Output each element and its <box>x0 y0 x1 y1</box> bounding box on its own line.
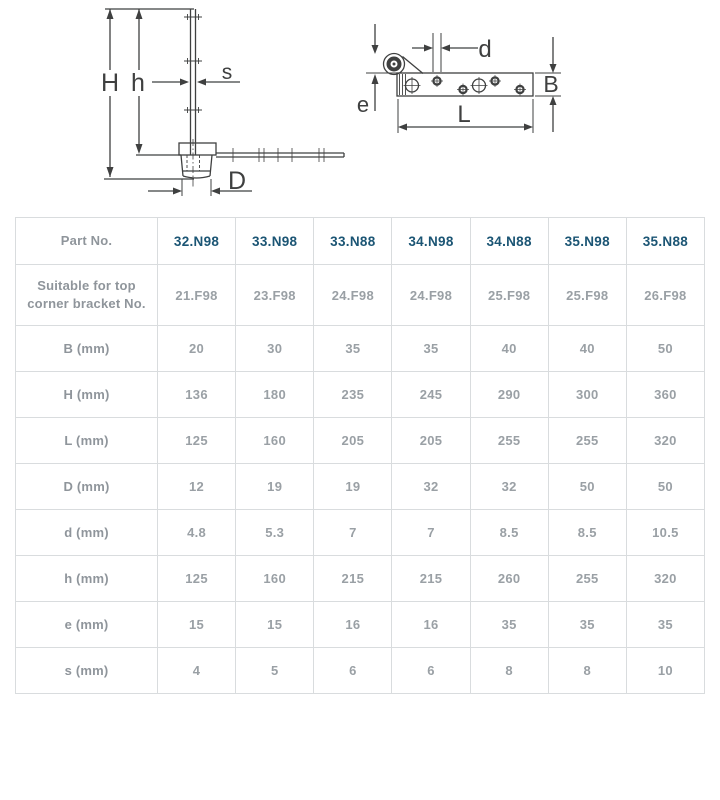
spec-value: 320 <box>626 418 704 464</box>
spec-value: 360 <box>626 372 704 418</box>
part-no-label: Part No. <box>16 218 158 265</box>
strap-holes <box>404 75 527 96</box>
spec-value: 15 <box>236 602 314 648</box>
pin-shaft <box>191 9 196 143</box>
spec-value: 136 <box>158 372 236 418</box>
hole-large <box>404 77 421 94</box>
hole-small <box>431 75 443 87</box>
row-label: e (mm) <box>16 602 158 648</box>
dim-label-H: H <box>100 69 120 97</box>
table-row-s <box>16 648 705 694</box>
table-row-e <box>16 602 705 648</box>
spec-value: 255 <box>548 556 626 602</box>
spec-value: 21.F98 <box>158 265 236 326</box>
spec-value: 320 <box>626 556 704 602</box>
spec-value: 4.8 <box>158 510 236 556</box>
spec-value: 50 <box>548 464 626 510</box>
dim-d <box>412 33 478 72</box>
spec-value: 6 <box>392 648 470 694</box>
table-row-L <box>16 418 705 464</box>
spec-value: 260 <box>470 556 548 602</box>
spec-value: 205 <box>392 418 470 464</box>
spec-value: 215 <box>314 556 392 602</box>
dim-label-h: h <box>131 69 145 97</box>
spec-value: 10 <box>626 648 704 694</box>
row-label: D (mm) <box>16 464 158 510</box>
spec-value: 180 <box>236 372 314 418</box>
spec-value: 4 <box>158 648 236 694</box>
spec-value: 24.F98 <box>314 265 392 326</box>
spec-value: 7 <box>392 510 470 556</box>
table-row-B <box>16 326 705 372</box>
dim-e <box>366 73 397 111</box>
socket-barrel <box>181 139 212 187</box>
dim-label-e: e <box>356 92 370 117</box>
dim-label-D: D <box>227 167 247 195</box>
spec-value: 8.5 <box>548 510 626 556</box>
spec-value: 12 <box>158 464 236 510</box>
table-row-D <box>16 464 705 510</box>
spec-value: 245 <box>392 372 470 418</box>
spec-value: 125 <box>158 556 236 602</box>
part-number-header: 33.N88 <box>314 218 392 265</box>
technical-drawing <box>0 0 720 215</box>
spec-value: 20 <box>158 326 236 372</box>
spec-value: 160 <box>236 418 314 464</box>
spec-value: 35 <box>314 326 392 372</box>
spec-value: 35 <box>392 326 470 372</box>
spec-value: 40 <box>470 326 548 372</box>
spec-value: 205 <box>314 418 392 464</box>
spec-value: 19 <box>236 464 314 510</box>
spec-value: 24.F98 <box>392 265 470 326</box>
spec-value: 35 <box>548 602 626 648</box>
spec-value: 32 <box>392 464 470 510</box>
spec-value: 19 <box>314 464 392 510</box>
spec-value: 235 <box>314 372 392 418</box>
table-row-h <box>16 556 705 602</box>
spec-value: 16 <box>314 602 392 648</box>
spec-value: 10.5 <box>626 510 704 556</box>
spec-value: 255 <box>548 418 626 464</box>
spec-value: 25.F98 <box>470 265 548 326</box>
row-label: L (mm) <box>16 418 158 464</box>
spec-value: 5 <box>236 648 314 694</box>
row-label: Suitable for top corner bracket No. <box>16 265 158 326</box>
spec-value: 8 <box>548 648 626 694</box>
spec-value: 32 <box>470 464 548 510</box>
spec-value: 8 <box>470 648 548 694</box>
pintle-front-view <box>104 9 344 196</box>
hinge-knuckle <box>384 54 424 75</box>
row-label: H (mm) <box>16 372 158 418</box>
row-label: s (mm) <box>16 648 158 694</box>
spec-value: 6 <box>314 648 392 694</box>
pin-hole-marks <box>184 14 202 113</box>
part-number-header: 34.N88 <box>470 218 548 265</box>
dim-label-B: B <box>543 71 559 97</box>
spec-value: 7 <box>314 510 392 556</box>
spec-value: 35 <box>626 602 704 648</box>
part-number-header: 33.N98 <box>236 218 314 265</box>
spec-value: 50 <box>626 464 704 510</box>
spec-value: 125 <box>158 418 236 464</box>
spec-value: 23.F98 <box>236 265 314 326</box>
row-label: B (mm) <box>16 326 158 372</box>
spec-table <box>15 217 705 694</box>
part-number-header: 32.N98 <box>158 218 236 265</box>
spec-value: 5.3 <box>236 510 314 556</box>
dim-label-s: s <box>221 61 233 84</box>
table-row-bracket <box>16 265 705 326</box>
strap-end-hatch <box>400 74 406 95</box>
row-label: d (mm) <box>16 510 158 556</box>
screw-hole-ticks <box>233 148 324 162</box>
dim-label-L: L <box>457 101 471 128</box>
spec-value: 26.F98 <box>626 265 704 326</box>
spec-value: 300 <box>548 372 626 418</box>
spec-value: 25.F98 <box>548 265 626 326</box>
row-label: h (mm) <box>16 556 158 602</box>
hole-small <box>514 84 526 96</box>
strap-edge-view <box>216 148 344 162</box>
hole-large <box>471 77 488 94</box>
spec-value: 15 <box>158 602 236 648</box>
dim-label-d: d <box>478 36 492 63</box>
collar <box>179 143 216 155</box>
spec-value: 16 <box>392 602 470 648</box>
spec-table-container <box>15 217 705 694</box>
spec-value: 290 <box>470 372 548 418</box>
part-number-header: 35.N88 <box>626 218 704 265</box>
spec-value: 255 <box>470 418 548 464</box>
spec-value: 215 <box>392 556 470 602</box>
spec-value: 160 <box>236 556 314 602</box>
hole-small <box>457 84 469 96</box>
table-header-row <box>16 218 705 265</box>
spec-value: 50 <box>626 326 704 372</box>
part-number-header: 35.N98 <box>548 218 626 265</box>
spec-value: 30 <box>236 326 314 372</box>
spec-value: 8.5 <box>470 510 548 556</box>
hole-small <box>489 75 501 87</box>
part-number-header: 34.N98 <box>392 218 470 265</box>
table-row-d <box>16 510 705 556</box>
table-row-H <box>16 372 705 418</box>
spec-value: 35 <box>470 602 548 648</box>
spec-value: 40 <box>548 326 626 372</box>
